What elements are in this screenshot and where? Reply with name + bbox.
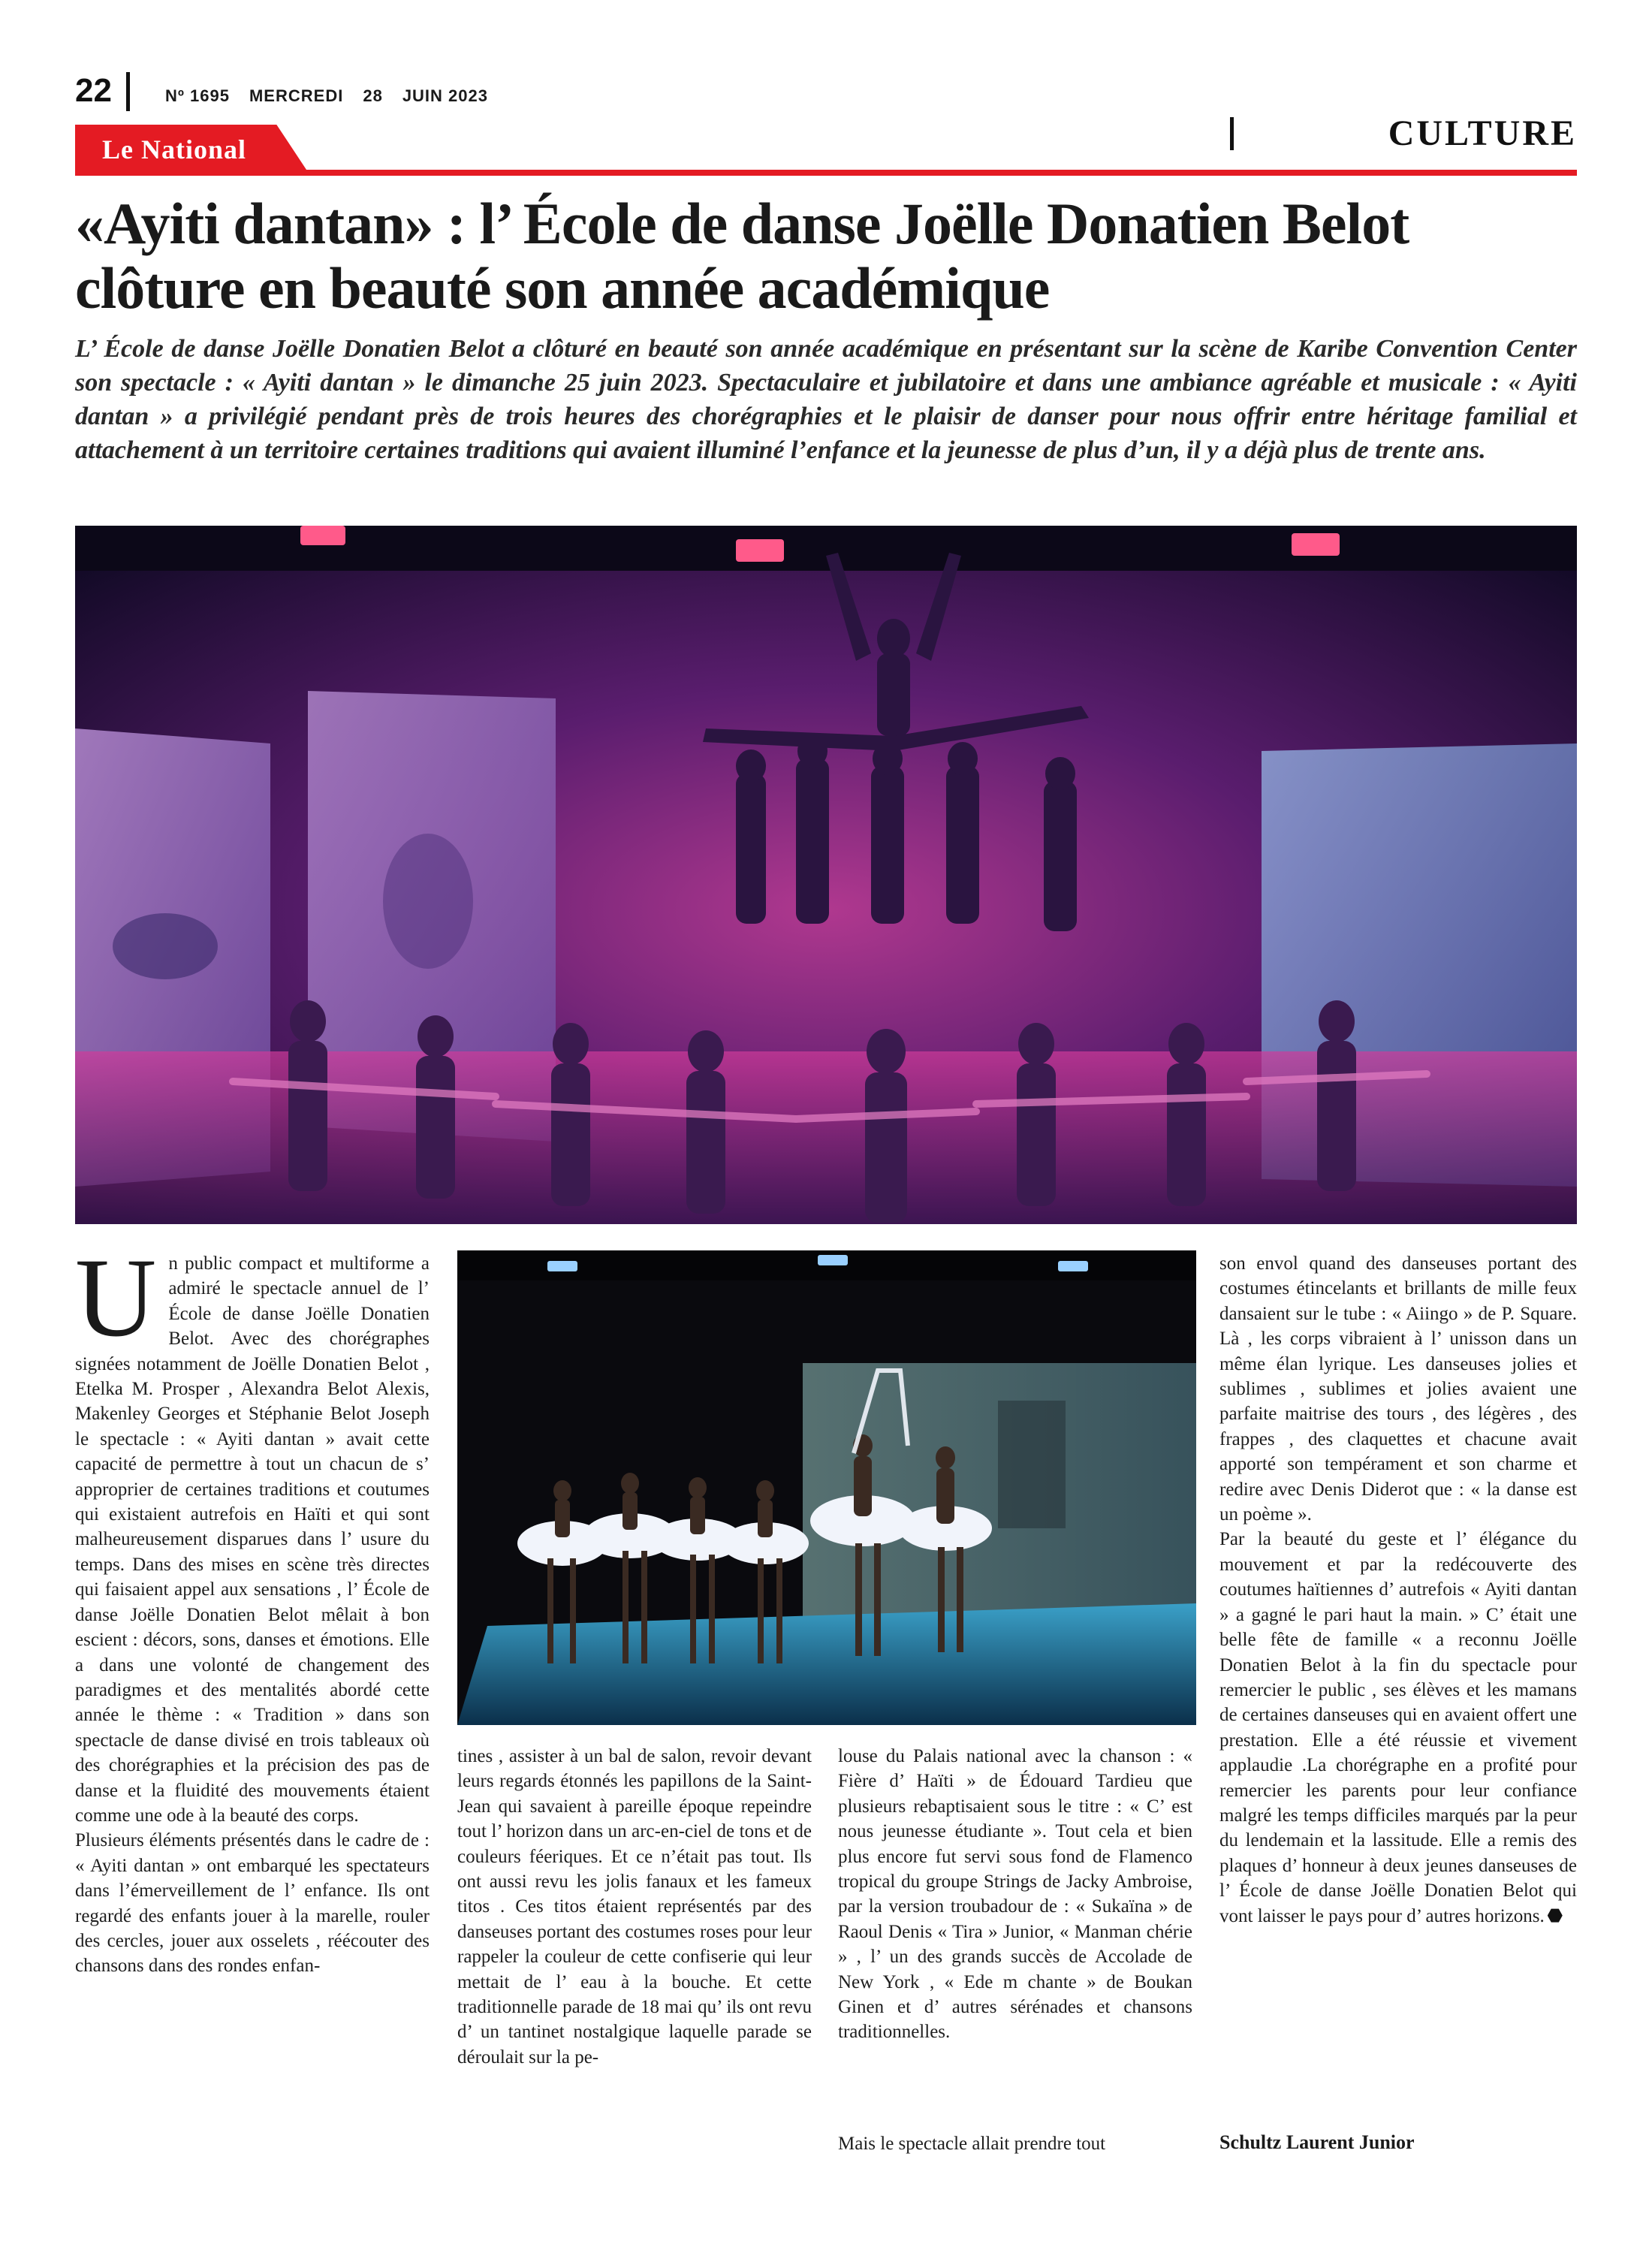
header-rule <box>75 170 1577 176</box>
issue-month-year: JUIN 2023 <box>402 86 488 105</box>
body-paragraph: Plusieurs éléments présentés dans le cadre de : « Ayiti dantan » ont embarqué les spectateurs dans l’émerveillement de l’ enfance. Ils ont regardé des enfants jouer à la marelle, rouler des cercles, jouer aux osselets , réécouter des chansons dans des rondes enfan- <box>75 1830 430 1977</box>
section-label: CULTURE <box>1388 113 1577 153</box>
body-paragraph: Mais le spectacle allait prendre tout <box>838 2134 1106 2154</box>
body-paragraph <box>75 1235 430 1828</box>
issue-weekday: MERCREDI <box>249 86 344 105</box>
issue-day: 28 <box>363 86 383 105</box>
column-3 <box>838 1744 1192 2045</box>
end-mark-icon <box>1548 1908 1563 1923</box>
brand-logo: Le National <box>102 134 247 164</box>
issue-info <box>165 86 508 106</box>
issue-number: Nº 1695 <box>165 86 230 105</box>
byline: Schultz Laurent Junior <box>1219 2131 1415 2153</box>
main-photo <box>75 526 1577 1224</box>
paragraph-text: Par la beauté du geste et l’ élégance du mouvement et par la redécouverte des coutumes haïtiennes d’ autrefois « Ayiti dantan » a gagné le pari haut la main. » C’ était une belle fête de famille « a reconnu Joëlle Donatien Belot à la fin du spectacle pour remercier le public , ses élèves et les mamans de certaines danseuses qui en avaient offert une prestation. Elle a été réussie et vivement applaudie .La chorégraphe en a profité pour remercier les parents pour leur confiance malgré les temps difficiles marqués par la peur du lendemain et la lassitude. Elle a remis des plaques d’ honneur à deux jeunes danseuses de l’ École de danse Joëlle Donatien Belot qui vont laisser le pays pour d’ autres horizons. <box>1219 1529 1577 1926</box>
drop-cap: U <box>75 1235 157 1360</box>
column-1 <box>75 1235 430 1979</box>
secondary-photo <box>457 1250 1196 1725</box>
tutu-dancers-photo-icon <box>457 1250 1196 1725</box>
body-paragraph: son envol quand des danseuses portant des costumes étincelants et brillants de mille feux dansaient sur le tube : « Aiingo » de P. Square. Là , les corps vibraient à l’ unisson dans un même élan lyrique. Les danseuses jolies et sublimes , sublimes et jolies avaient une parfaite maitrise des tours , des légères , des frappes , des claquettes et chacune avait apporté son tempérament et son charme et redire avec Denis Diderot que : « la danse est un poème ». <box>1219 1253 1577 1525</box>
body-paragraph: louse du Palais national avec la chanson : « Fière d’ Haïti » de Édouard Tardieu que plusieurs rebaptisaient sous le titre : « C’ est nous jeunesse étudiante ». Tout cela et bien plus encore fut servi sous fond de Flamenco tropical du groupe Strings de Jacky Ambroise, par la version troubadour de : « Sukaïna » de Raoul Denis « Tira » Junior, « Manman chérie » , l’ un des grands succès de Accolade de New York , « Ede m chante » de Boukan Ginen et d’ autres sérénades et chansons traditionnelles. <box>838 1746 1192 2043</box>
page-number: 22 <box>75 72 112 109</box>
body-paragraph: tines , assister à un bal de salon, revoir devant leurs regards étonnés les papillons de la Saint-Jean qui savaient à pareille époque repeindre tout l’ horizon dans un arc-en-ciel de tons et de couleurs féeriques. Et ce n’était pas tout. Ils ont aussi revu les jolis fanaux et les fameux titos . Ces titos étaient représentés par des danseuses portant des costumes roses pour leur rappeler la couleur de cette confiserie qui leur mettait de l’ eau à la bouche. Et cette traditionnelle parade de 18 mai qu’ ils ont revu d’ un tantinet nostalgique laquelle parade se déroulait sur la pe- <box>457 1746 812 2068</box>
section-divider <box>1230 117 1234 150</box>
lead-paragraph: L’ École de danse Joëlle Donatien Belot a clôturé en beauté son année académique en présentant sur la scène de Karibe Convention Center son spectacle : « Ayiti dantan » le dimanche 25 juin 2023. Spectaculaire et jubilatoire et dans une ambiance agréable et musicale : « Ayiti dantan » a privilégié pendant près de trois heures des chorégraphies et le plaisir de danser pour nous offrir entre héritage familial et attachement à un territoire certaines traditions qui avaient illuminé l’enfance et la jeunesse de plus d’un, il y a déjà plus de trente ans. <box>75 335 1577 464</box>
page-number-divider <box>126 72 130 111</box>
paragraph-text: n public compact et multiforme a admiré le spectacle annuel de l’ École de danse Joëlle Donatien Belot. Avec des chorégraphes signées notamment de Joëlle Donatien Belot , Etelka M. Prosper , Alexandra Belot Alexis, Makenley Georges et Stéphanie Belot Joseph le spectacle : « Ayiti dantan » avait cette capacité de permettre à tout un chacun de s’ approprier de certaines traditions et coutumes qui existaient autrefois en Haïti et qui sont malheureusement disparues dans l’ usure du temps. Dans des mises en scène très directes qui faisaient appel aux sensations , l’ École de danse Joëlle Donatien Belot mêlait à bon escient : décors, sons, danses et émotions. Elle a dans une volonté de changement des paradigmes et des mentalités abordé cette année le thème : « Tradition » dans son spectacle de danse divisé en trois tableaux où des chorégraphies et la précision des pas de danse et la fluidité des mouvements étaient comme une ode à la beauté des corps. <box>75 1253 430 1826</box>
column-4 <box>1219 1251 1577 1929</box>
column-3-tail <box>838 2131 1192 2156</box>
column-2 <box>457 1744 812 2070</box>
headline: «Ayiti dantan» : l’ École de danse Joëlle Donatien Belot clôture en beauté son année académique <box>75 191 1409 321</box>
body-paragraph <box>1219 1527 1577 1929</box>
dance-pyramid-photo-icon <box>75 526 1577 1224</box>
